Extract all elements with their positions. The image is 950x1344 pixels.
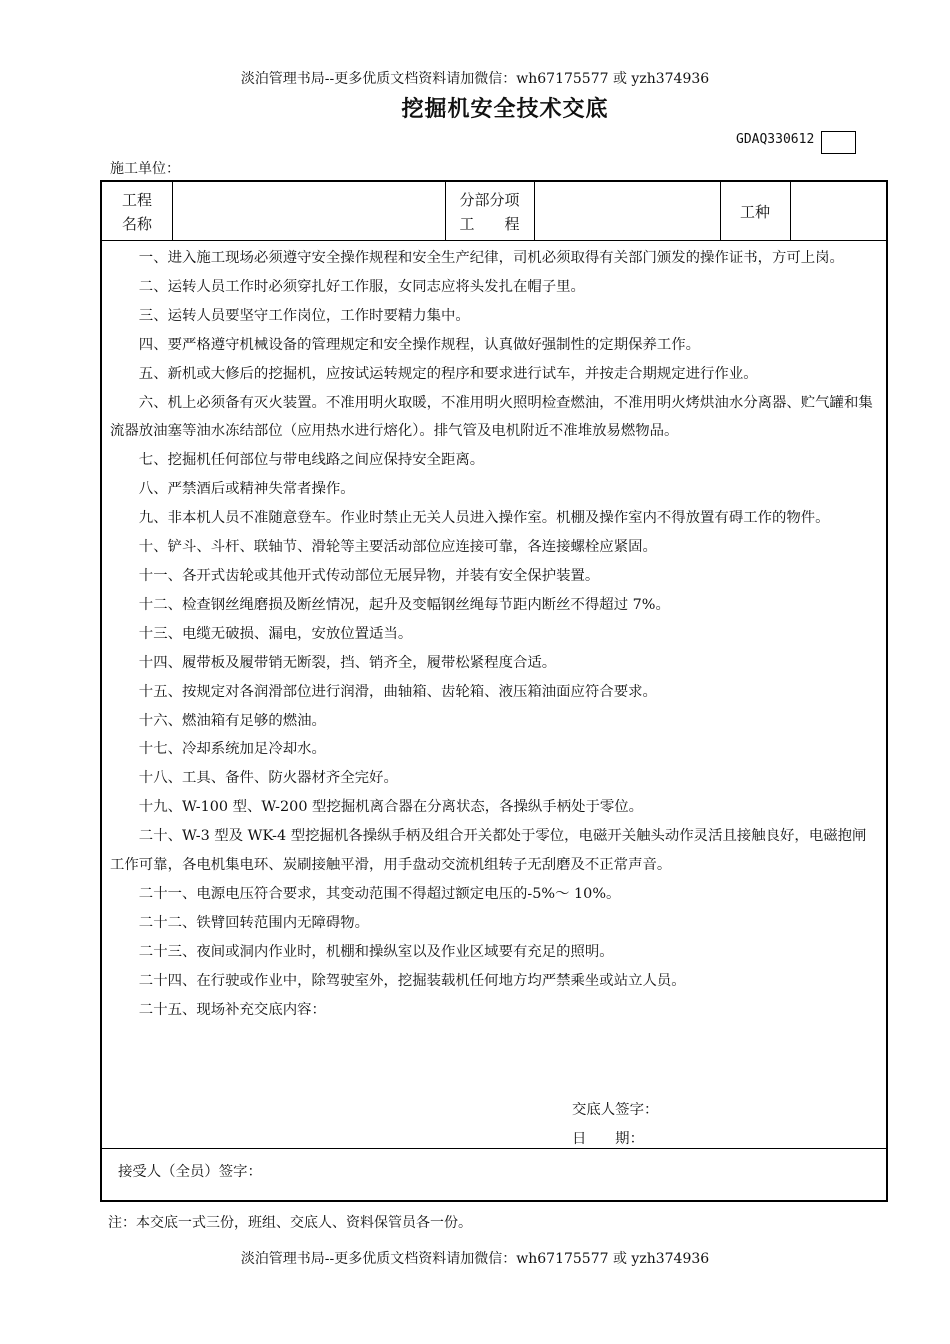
document-code-box — [821, 131, 856, 154]
safety-items-list — [110, 244, 880, 1024]
safety-item: 二十二、铁臂回转范围内无障碍物。 — [138, 914, 370, 931]
sub-project-value[interactable] — [534, 188, 720, 236]
safety-item: 五、新机或大修后的挖掘机，应按试运转规定的程序和要求进行试车，并按走合期规定进行作业。 — [138, 365, 758, 382]
safety-item: 二十、W-3 型及 WK-4 型挖掘机各操纵手柄及组合开关都处于零位，电磁开关触头动作灵活且接触良好，电磁抱闸工作可靠，各电机集电环、炭刷接触平滑，用手盘动交流机组转子无刮磨及不正常声音。 — [110, 828, 867, 874]
disclosure-date-label: 日 期： — [572, 1131, 644, 1147]
project-name-label: 工程 名称 — [121, 191, 152, 233]
safety-item: 四、要严格遵守机械设备的管理规定和安全操作规程，认真做好强制性的定期保养工作。 — [138, 336, 701, 353]
safety-item: 二十三、夜间或洞内作业时，机棚和操纵室以及作业区域要有充足的照明。 — [138, 943, 614, 960]
safety-item: 十、铲斗、斗杆、联轴节、滑轮等主要活动部位应连接可靠，各连接螺栓应紧固。 — [138, 539, 657, 556]
safety-item: 七、挖掘机任何部位与带电线路之间应保持安全距离。 — [138, 452, 485, 469]
construction-unit-label: 施工单位： — [110, 161, 180, 177]
safety-item: 十七、冷却系统加足冷却水。 — [138, 741, 326, 758]
project-name-value[interactable] — [172, 188, 445, 236]
safety-item: 二十五、现场补充交底内容： — [138, 1001, 326, 1018]
safety-item: 十六、燃油箱有足够的燃油。 — [138, 712, 326, 729]
safety-item: 十五、按规定对各润滑部位进行润滑，曲轴箱、齿轮箱、液压箱油面应符合要求。 — [138, 683, 657, 700]
safety-item: 二十四、在行驶或作业中，除驾驶室外，挖掘装载机任何地方均严禁乘坐或站立人员。 — [138, 972, 686, 989]
header-watermark-note: 淡泊管理书局--更多优质文档资料请加微信：wh67175577 或 yzh374936 — [240, 71, 710, 87]
safety-item: 三、运转人员要坚守工作岗位，工作时要精力集中。 — [138, 307, 470, 324]
safety-item: 八、严禁酒后或精神失常者操作。 — [138, 481, 355, 498]
safety-item: 六、机上必须备有灭火装置。不准用明火取暖，不准用明火照明检查燃油，不准用明火烤烘油水分离器、贮气罐和集流器放油塞等油水冻结部位（应用热水进行熔化）。排气管及电机附近不准堆放易燃物品。 — [110, 394, 873, 440]
work-type-label: 工种 — [739, 203, 770, 221]
safety-item: 二十一、电源电压符合要求，其变动范围不得超过额定电压的-5%～ 10%。 — [138, 885, 621, 902]
safety-item: 二、运转人员工作时必须穿扎好工作服，女同志应将头发扎在帽子里。 — [138, 278, 585, 295]
safety-item: 十八、工具、备件、防火器材齐全完好。 — [138, 770, 398, 787]
footer-watermark-note: 淡泊管理书局--更多优质文档资料请加微信：wh67175577 或 yzh374936 — [240, 1251, 710, 1267]
work-type-value[interactable] — [790, 188, 886, 236]
receiver-row-top-line — [102, 1148, 886, 1149]
receiver-signature-label: 接受人（全员）签字： — [118, 1164, 262, 1180]
disclosure-table — [100, 180, 888, 1202]
sub-project-label: 分部分项 工 程 — [459, 191, 520, 233]
safety-item: 十九、W-100 型、W-200 型挖掘机离合器在分离状态，各操纵手柄处于零位。 — [138, 799, 644, 816]
header-row-bottom-line — [102, 240, 886, 241]
document-code: GDAQ330612 — [736, 132, 815, 147]
safety-item: 十一、各开式齿轮或其他开式传动部位无展异物，并装有安全保护装置。 — [138, 567, 600, 584]
safety-item: 十二、检查钢丝绳磨损及断丝情况，起升及变幅钢丝绳每节距内断丝不得超过 7%。 — [138, 596, 670, 613]
footnote: 注：本交底一式三份，班组、交底人、资料保管员各一份。 — [108, 1215, 472, 1231]
document-title: 挖掘机安全技术交底 — [401, 97, 609, 122]
discloser-signature-label: 交底人签字： — [572, 1102, 659, 1118]
safety-item: 九、非本机人员不准随意登车。作业时禁止无关人员进入操作室。机棚及操作室内不得放置有碍工作的物件。 — [138, 510, 830, 527]
safety-item: 一、进入施工现场必须遵守安全操作规程和安全生产纪律，司机必须取得有关部门颁发的操作证书，方可上岗。 — [138, 250, 844, 266]
safety-item: 十三、电缆无破损、漏电，安放位置适当。 — [138, 625, 413, 642]
safety-item: 十四、履带板及履带销无断裂，挡、销齐全，履带松紧程度合适。 — [138, 654, 557, 671]
